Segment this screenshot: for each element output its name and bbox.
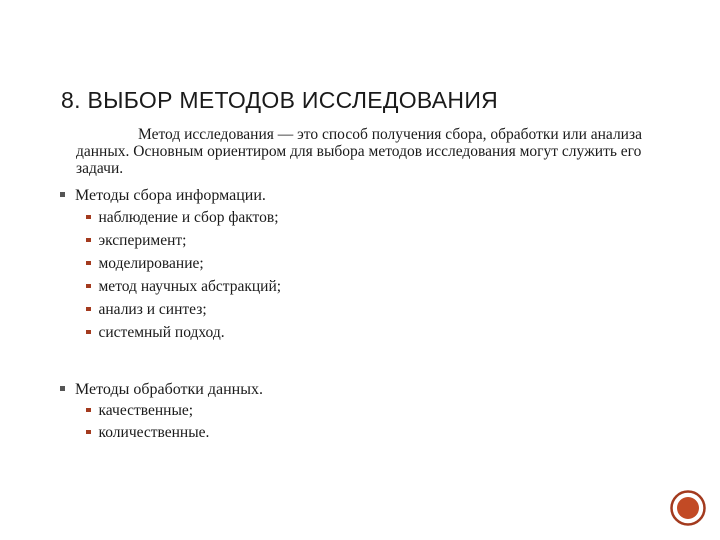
- sub-bullet-square-icon: [86, 307, 91, 312]
- processing-methods-group: [60, 380, 263, 444]
- intro-paragraph: Метод исследования — это способ получения сбора, обработки или анализа данных. Основным ориентиром для выбора методов исследования могут служить его задачи.: [76, 126, 642, 177]
- list-item: [86, 275, 281, 298]
- bullet-square-icon: [60, 192, 65, 197]
- list-item: [86, 206, 281, 229]
- group-heading: Методы сбора информации.: [75, 187, 266, 204]
- collection-methods-list: [60, 206, 281, 344]
- list-item: [86, 252, 281, 275]
- bullet-square-icon: [60, 386, 65, 391]
- list-item-text: анализ и синтез;: [98, 301, 207, 318]
- list-item: [86, 229, 281, 252]
- group-heading-item: [60, 380, 263, 444]
- badge-inner-disc: [677, 497, 699, 519]
- processing-methods-list: [60, 400, 263, 444]
- list-item: [86, 321, 281, 344]
- group-heading-row: [60, 380, 263, 400]
- list-item-text: системный подход.: [98, 324, 225, 341]
- list-item: [86, 422, 263, 444]
- circle-badge-icon[interactable]: [670, 490, 706, 526]
- list-item-text: эксперимент;: [98, 232, 187, 249]
- sub-bullet-square-icon: [86, 408, 91, 413]
- sub-bullet-square-icon: [86, 261, 91, 266]
- list-item: [86, 400, 263, 422]
- group-heading-row: [60, 186, 281, 206]
- group-heading-item: [60, 186, 281, 344]
- sub-bullet-square-icon: [86, 215, 91, 220]
- list-item: [86, 298, 281, 321]
- list-item-text: наблюдение и сбор фактов;: [98, 209, 279, 226]
- list-item-text: количественные.: [98, 424, 210, 441]
- sub-bullet-square-icon: [86, 238, 91, 243]
- sub-bullet-square-icon: [86, 430, 91, 435]
- collection-methods-group: [60, 186, 281, 344]
- sub-bullet-square-icon: [86, 330, 91, 335]
- list-item-text: метод научных абстракций;: [98, 278, 282, 295]
- group-heading: Методы обработки данных.: [75, 381, 263, 398]
- list-item-text: качественные;: [98, 402, 194, 419]
- list-item-text: моделирование;: [98, 255, 204, 272]
- slide-title: 8. ВЫБОР МЕТОДОВ ИССЛЕДОВАНИЯ: [61, 87, 499, 113]
- sub-bullet-square-icon: [86, 284, 91, 289]
